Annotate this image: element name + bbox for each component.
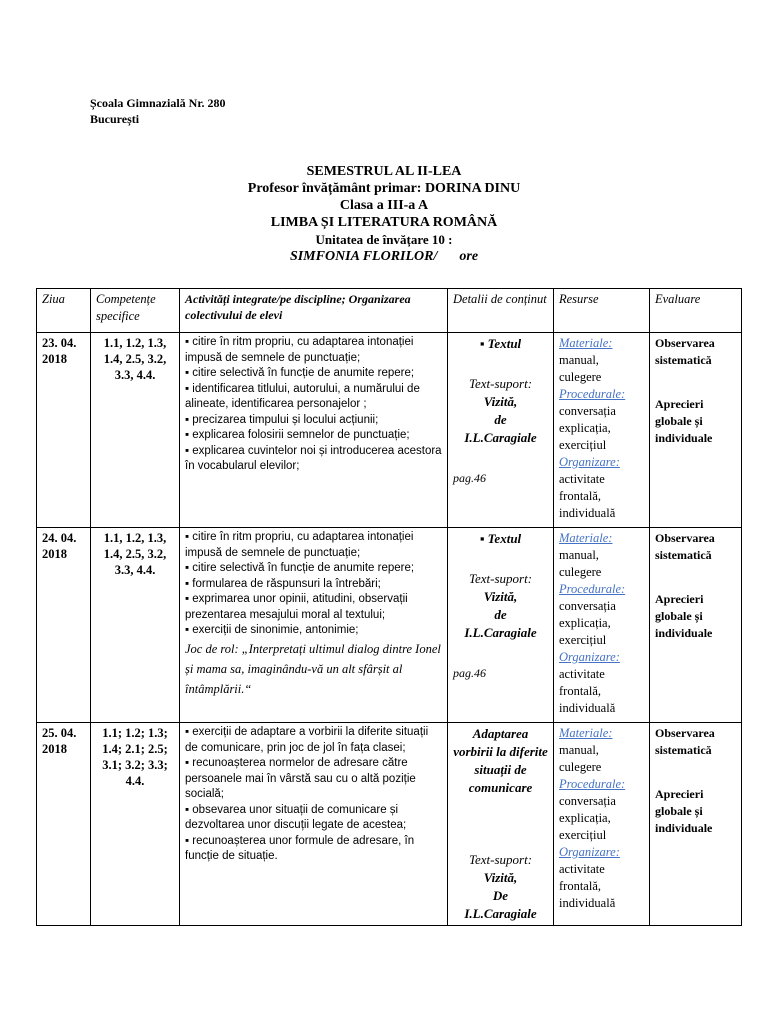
materials-label: Materiale: <box>559 531 613 545</box>
row-resources <box>554 333 650 528</box>
activity-item: ▪ exerciții de adaptare a vorbirii la diferite situații de comunicare, prin joc de jol în fața clasei; <box>185 726 429 754</box>
text-support-label: Text-suport: <box>468 376 533 391</box>
resource-item: culegere <box>559 565 602 579</box>
row-activities <box>180 333 448 528</box>
row-activities <box>180 723 448 926</box>
procedures-label: Procedurale: <box>559 777 626 791</box>
row-evaluation <box>650 333 742 528</box>
header-day: Ziua <box>37 289 91 333</box>
role-play-activity: Joc de rol: „Interpretați ultimul dialog dintre Ionel și mama sa, imaginându-vă un alt sfârșit al întâmplării.“ <box>185 641 441 696</box>
subject-line: LIMBA ȘI LITERATURA ROMÂNĂ <box>270 215 498 230</box>
evaluation-appraisal: Aprecieri globale și individuale <box>655 397 713 445</box>
resource-item: manual, <box>559 743 599 757</box>
school-info <box>90 95 226 127</box>
activity-item: ▪ citire selectivă în funcție de anumite repere; <box>185 562 415 574</box>
resource-item: explicația, <box>559 811 611 825</box>
spacer <box>655 564 736 591</box>
activity-item: ▪ identificarea titlului, autorului, a numărului de alineate, identificarea personajelor ; <box>185 382 420 410</box>
text-title: Vizită, <box>483 394 518 409</box>
activity-item: ▪ explicarea folosirii semnelor de punctuație; <box>185 429 410 441</box>
row-evaluation <box>650 723 742 926</box>
resource-item: exercițiul <box>559 633 607 647</box>
activity-item: ▪ explicarea cuvintelor noi și introducerea acestora în vocabularul elevilor; <box>185 444 442 472</box>
text-support-label: Text-suport: <box>468 852 533 867</box>
table-row <box>37 333 742 528</box>
header-activities: Activități integrate/pe discipline; Organizarea colectivului de elevi <box>180 289 448 333</box>
resource-item: conversația <box>559 404 616 418</box>
resource-item: explicația, <box>559 421 611 435</box>
row-date: 23. 04. 2018 <box>37 333 91 528</box>
resource-item: culegere <box>559 370 602 384</box>
activity-item: ▪ precizarea timpului și locului acțiunii; <box>185 413 379 426</box>
row-date: 25. 04. 2018 <box>37 723 91 926</box>
activity-item: ▪ recunoașterea unor formule de adresare, în funcție de situație. <box>185 834 415 862</box>
activity-item: ▪ recunoașterea normelor de adresare către persoanele mai în vârstă sau cu o altă poziție socială; <box>185 757 416 800</box>
organization-label: Organizare: <box>559 455 620 469</box>
table-row <box>37 723 742 926</box>
materials-label: Materiale: <box>559 726 613 740</box>
unit-line: Unitatea de învățare 10 : <box>315 232 453 247</box>
resource-item: manual, <box>559 353 599 367</box>
class-line: Clasa a III-a A <box>339 198 429 213</box>
unit-title: SIMFONIA FLORILOR/ <box>289 249 438 264</box>
text-title: Vizită, <box>483 589 518 604</box>
content-topic: ▪ Textul <box>479 531 522 546</box>
materials-label: Materiale: <box>559 336 613 350</box>
resource-item: conversația <box>559 794 616 808</box>
activity-item: ▪ exerciții de sinonimie, antonimie; <box>185 624 359 636</box>
evaluation-observation: Observarea sistematică <box>655 531 715 562</box>
row-competences: 1.1; 1.2; 1.3; 1.4; 2.1; 2.5; 3.1; 3.2; 3.3; 4.4. <box>91 723 180 926</box>
resource-item: frontală, <box>559 489 601 503</box>
resource-item: manual, <box>559 548 599 562</box>
resource-item: individuală <box>559 701 616 715</box>
procedures-label: Procedurale: <box>559 582 626 596</box>
header-resources: Resurse <box>554 289 650 333</box>
procedures-label: Procedurale: <box>559 387 626 401</box>
organization-label: Organizare: <box>559 845 620 859</box>
resource-item: frontală, <box>559 879 601 893</box>
activity-item: ▪ citire în ritm propriu, cu adaptarea intonației impusă de semnele de punctuație; <box>185 336 414 364</box>
lesson-plan-table <box>36 288 742 926</box>
resource-item: exercițiul <box>559 438 607 452</box>
table-header-row <box>37 289 742 333</box>
activity-item: ▪ citire în ritm propriu, cu adaptarea intonației impusă de semnele de punctuație; <box>185 531 414 559</box>
resource-item: individuală <box>559 506 616 520</box>
evaluation-observation: Observarea sistematică <box>655 726 715 757</box>
header-evaluation: Evaluare <box>650 289 742 333</box>
page-reference: pag.46 <box>453 666 486 680</box>
activity-item: ▪ obsevarea unor situații de comunicare și dezvoltarea unor discuții legate de acestea; <box>185 803 407 831</box>
resource-item: frontală, <box>559 684 601 698</box>
row-content-details <box>448 723 554 926</box>
spacer <box>655 369 736 396</box>
evaluation-observation: Observarea sistematică <box>655 336 715 367</box>
resource-item: conversația <box>559 599 616 613</box>
unit-title-line <box>0 248 768 265</box>
teacher-line: Profesor învățământ primar: DORINA DINU <box>247 181 521 196</box>
row-resources <box>554 528 650 723</box>
row-resources <box>554 723 650 926</box>
spacer <box>655 759 736 786</box>
activity-item: ▪ exprimarea unor opinii, atitudini, observații prezentarea mesajului moral al textului; <box>185 593 408 621</box>
header-details: Detalii de conținut <box>448 289 554 333</box>
evaluation-appraisal: Aprecieri globale și individuale <box>655 787 713 835</box>
text-by: de <box>494 412 507 427</box>
content-topic: Adaptarea vorbirii la diferite situații de comunicare <box>453 726 548 795</box>
table-row <box>37 528 742 723</box>
document-header <box>0 163 768 265</box>
text-support-label: Text-suport: <box>468 571 533 586</box>
row-evaluation <box>650 528 742 723</box>
header-competences: Competențe specifice <box>91 289 180 333</box>
unit-hours: ore <box>459 249 479 264</box>
row-content-details <box>448 333 554 528</box>
row-content-details <box>448 528 554 723</box>
activity-item: ▪ formularea de răspunsuri la întrebări; <box>185 577 381 590</box>
text-title: Vizită, <box>483 870 518 885</box>
row-competences: 1.1, 1.2, 1.3, 1.4, 2.5, 3.2, 3.3, 4.4. <box>91 333 180 528</box>
row-date: 24. 04. 2018 <box>37 528 91 723</box>
evaluation-appraisal: Aprecieri globale și individuale <box>655 592 713 640</box>
organization-label: Organizare: <box>559 650 620 664</box>
resource-item: explicația, <box>559 616 611 630</box>
school-name: Școala Gimnazială Nr. 280 <box>90 96 226 110</box>
resource-item: activitate <box>559 862 605 876</box>
content-topic: ▪ Textul <box>479 336 522 351</box>
semester-title: SEMESTRUL AL II-LEA <box>306 164 462 179</box>
resource-item: activitate <box>559 667 605 681</box>
resource-item: exercițiul <box>559 828 607 842</box>
activity-item: ▪ citire selectivă în funcție de anumite repere; <box>185 367 415 379</box>
text-author: I.L.Caragiale <box>464 430 537 445</box>
text-by: De <box>492 888 509 903</box>
resource-item: activitate <box>559 472 605 486</box>
text-by: de <box>494 607 507 622</box>
resource-item: culegere <box>559 760 602 774</box>
row-competences: 1.1, 1.2, 1.3, 1.4, 2.5, 3.2, 3.3, 4.4. <box>91 528 180 723</box>
text-author: I.L.Caragiale <box>464 906 537 921</box>
text-author: I.L.Caragiale <box>464 625 537 640</box>
page-reference: pag.46 <box>453 471 486 485</box>
school-city: București <box>90 112 140 126</box>
row-activities <box>180 528 448 723</box>
resource-item: individuală <box>559 896 616 910</box>
